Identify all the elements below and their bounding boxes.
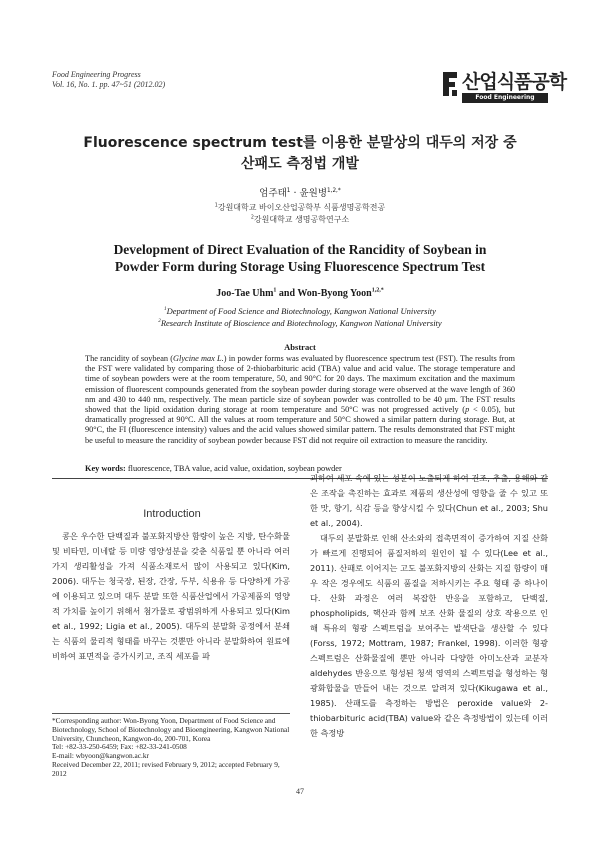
affiliation-en-1 xyxy=(0,305,600,317)
journal-name: Food Engineering Progress xyxy=(52,70,141,79)
intro-paragraph-1: 콩은 우수한 단백질과 불포화지방산 함량이 높은 지방, 탄수화물 및 비타민, 미네랄 등 미량 영양성분을 갖춘 식품일 뿐 아니라 여러 가지 생리활성을 가져 식품소재로서 많이 사용되고 있다(Kim, 2006). 대두는 청국장, 된장, 간장, 두부, 식용유 등 다양하게 가공에 이용되고 있으며 대두 분말 또한 식품산업에서 가공제품의 영양적 가치를 높이기 위해서 첨가물로 광범위하게 사용되고 있다(Kim et al., 1992; Ligia et al., 2005). 대두의 분말화 공정에서 분쇄는 식품의 물리적 형태를 바꾸는 것뿐만 아니라 분말화하여 원료에 비하여 표면적을 증가시키고, 조직 세포를 파 xyxy=(52,531,290,661)
authors-english xyxy=(0,288,600,299)
footnote-email: E-mail: wbyoon@kangwon.ac.kr xyxy=(52,751,149,761)
logo-mark-icon xyxy=(440,70,460,98)
keywords-text: fluorescence, TBA value, acid value, oxidation, soybean powder xyxy=(125,464,342,473)
abstract-body xyxy=(85,354,515,446)
author2-en-sup xyxy=(372,288,384,294)
footnote-divider xyxy=(52,713,290,714)
affil-ko-2-text: 강원대학교 생명공학연구소 xyxy=(253,215,350,224)
affil-ko-2-sup: 2 xyxy=(250,215,254,221)
title-korean xyxy=(60,133,540,175)
affiliation-ko-2 xyxy=(0,214,600,226)
abstract-p-value: p xyxy=(465,405,470,415)
author2-en-sup-num: 1,2, xyxy=(371,287,381,294)
affil-en-1-sup: 1 xyxy=(164,306,167,313)
journal-citation: Vol. 16, No. 1. pp. 47~51 (2012.02) xyxy=(52,80,166,89)
journal-logo xyxy=(440,68,567,111)
author2-ko-sup-num: 1,2, xyxy=(327,187,338,194)
affiliation-en-2 xyxy=(0,317,600,329)
abstract-text-1: The rancidity of soybean ( xyxy=(85,354,174,363)
abstract-heading: Abstract xyxy=(284,342,316,352)
intro-left-column xyxy=(52,529,290,664)
affiliations-korean xyxy=(0,202,600,226)
title-english-line2: Powder Form during Storage Using Fluorescence Spectrum Test xyxy=(114,259,486,274)
footnote xyxy=(52,717,290,779)
abstract-species: Glycine max L. xyxy=(173,354,224,363)
intro-paragraph-2: 대두의 분말화로 인해 산소와의 접촉면적이 증가하여 지질 산화가 빠르게 진행되어 품질저하의 원인이 될 수 있다(Lee et al., 2011). 산패로 이어지는 고도 불포화지방의 산화는 지질 함량이 매우 작은 경우에도 식품의 품질을 저하시키는 주요 형태 중 하나이다. 산화 과정은 여러 복잡한 반응을 포함하고, 단백질, phospholipids, 핵산과 함께 보조 산화 물질의 상호 작용으로 인해 특유의 형광 스펙트럼을 보여주는 발색단을 생산할 수 있다(Forss, 1972; Mottram, 1987; Frankel, 1998). 이러한 형광 스펙트럼은 산화물질에 뿐만 아니라 다양한 아미노산과 교분자 aldehydes 반응으로 형성된 청색 영역의 스펙트럼을 형성하는 형광화합물을 만들어 내는 것으로 알려져 있다(Kikugawa et al., 1985). 산패도를 측정하는 방법은 peroxide value와 2-thiobarbituric acid(TBA) value와 같은 측정방법이 있는데 이러한 측정방 xyxy=(310,533,548,738)
author2-ko-star: * xyxy=(337,187,341,194)
affil-ko-1-text: 강원대학교 바이오산업공학부 식품생명공학전공 xyxy=(217,203,386,212)
author2-ko: 윤원병 xyxy=(299,188,328,199)
author1-ko-sup: 1 xyxy=(286,187,291,194)
title-korean-line2: 산패도 측정법 개발 xyxy=(241,156,359,172)
introduction-heading: Introduction xyxy=(143,508,201,520)
intro-paragraph-1-cont: 괴하여 세포 속에 있는 성분이 노출되게 하여 건조, 추출, 용해와 같은 조작을 촉진하는 효과로 제품의 생산성에 영향을 줄 수 있고 또한 맛, 향기, 식감 등을 향상시킬 수 있다(Chun et al., 2003; Shu et al., 2004). xyxy=(310,473,548,528)
footnote-corresponding: *Corresponding author: Won-Byong Yoon, Department of Food Science and Biotechnology, School of Biotechnology and Bioengineering, Kangwon National University, Chuncheon, Kangwon-do, 200-701, Korea xyxy=(52,716,290,743)
affil-en-1-text: Department of Food Science and Biotechnology, Kangwon National University xyxy=(166,306,436,316)
author-sep-ko: · xyxy=(290,188,300,199)
abstract-text-2: ) in powder forms was evaluated by fluorescence spectrum test (FST). The results from the FST were validated by comparing those of 2-thiobarbituric acid (TBA) value and acid value. The storage temperature and time of soybean powders were at the room temperature, 50, and 90°C for 20 days. The maximum excitation and the maximum emission of fluorescent compounds generated from the soybean powder during storage were observed at the wave length of 360 nm and 430 to 440 nm, respectively. The mean particle size of soybean powder was controlled to be 40 μm. The FST results showed that the lipid oxidation during storage at room temperature and 50°C was not progressed actively ( xyxy=(85,354,515,415)
logo-text-en: Food Engineering Progress xyxy=(462,93,548,103)
author2-ko-sup xyxy=(327,188,341,194)
authors-korean xyxy=(0,185,600,199)
affil-en-2-sup: 2 xyxy=(158,318,161,325)
abstract-text-3: < 0.05), but dramatically progressed at 90°C. All the values at room temperature and 50°C showed a similar pattern during storage. But, at 90°C, the FI (fluorescence intensity) values and the acid values showed similar pattern. The results demonstrated that FST might be useful to measure the rancidity of soybean powder because FST did not require oil extraction to measure the rancidity. xyxy=(85,405,515,445)
author2-en-star: * xyxy=(380,287,384,294)
affil-en-2-text: Research Institute of Bioscience and Biotechnology, Kangwon National University xyxy=(160,318,442,328)
author-and-en: and xyxy=(276,288,298,299)
author1-en: Joo-Tae Uhm xyxy=(216,288,274,299)
author1-ko: 엄주태 xyxy=(259,188,287,199)
intro-right-column xyxy=(310,471,548,741)
author2-en: Won-Byong Yoon xyxy=(297,288,372,299)
journal-header xyxy=(52,70,165,90)
keywords-label: Key words: xyxy=(85,464,126,473)
affil-ko-1-sup: 1 xyxy=(214,203,218,209)
title-english-line1: Development of Direct Evaluation of the Rancidity of Soybean in xyxy=(113,242,487,257)
affiliation-ko-1 xyxy=(0,202,600,214)
title-korean-line1: Fluorescence spectrum test를 이용한 분말상의 대두의 저장 중 xyxy=(83,135,517,151)
footnote-received: Received December 22, 2011; revised February 9, 2012; accepted February 9, 2012 xyxy=(52,759,280,778)
affiliations-english xyxy=(0,305,600,329)
page-number: 47 xyxy=(296,787,304,796)
logo-text-ko: 산업식품공학 xyxy=(462,71,567,93)
author1-en-sup: 1 xyxy=(273,287,277,294)
title-english xyxy=(60,241,540,275)
footnote-tel: Tel: +82-33-250-6459; Fax: +82-33-241-0508 xyxy=(52,742,187,752)
